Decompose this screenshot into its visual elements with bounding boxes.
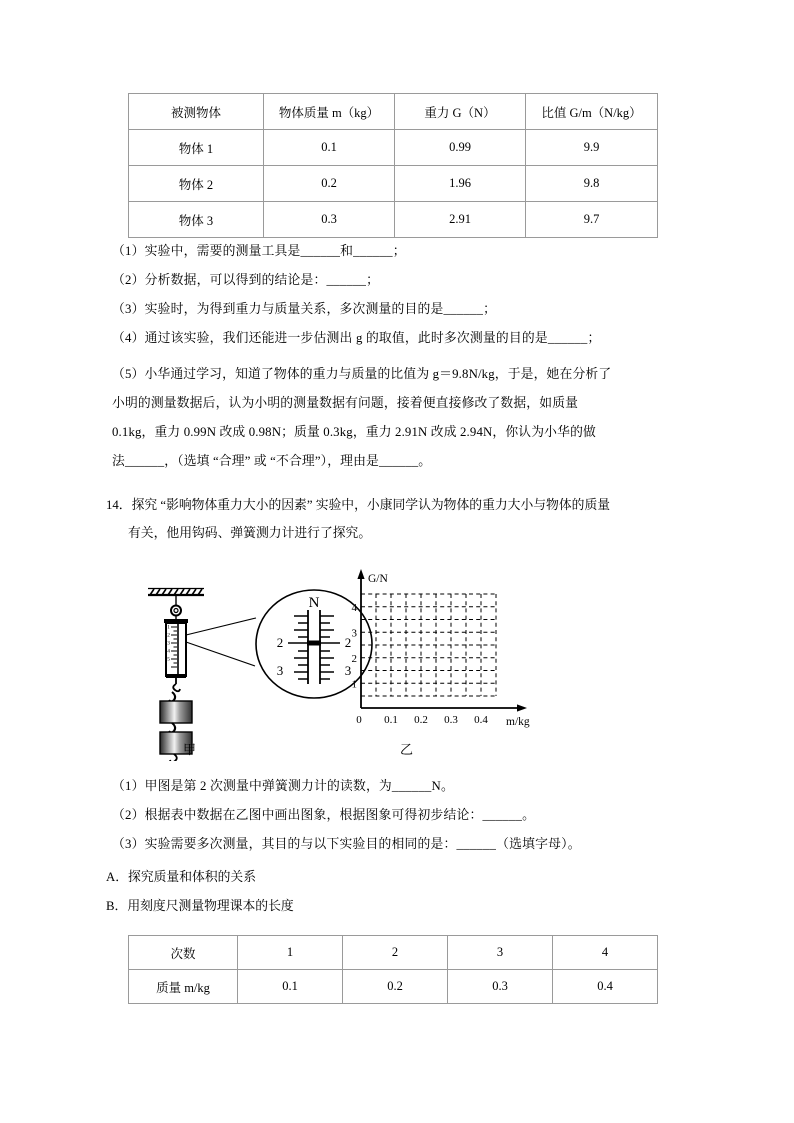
chart-x-tick: 0.4 (474, 714, 488, 726)
chart-y-tick: 1 (351, 678, 357, 691)
table-header-cell: 比值 G/m（N/kg） (526, 94, 658, 130)
q13-item-2: （2）分析数据，可以得到的结论是：______； (112, 273, 380, 287)
table-row (129, 936, 658, 970)
chart-x-tick: 0.1 (384, 714, 398, 726)
magnifier-label-right-2: 2 (344, 635, 352, 650)
q14-item-3: （3）实验需要多次测量，其目的与以下实验目的相同的是：______（选填字母）。 (112, 837, 581, 851)
scale-tick-label: 5 (167, 656, 170, 663)
table-row-label: 质量 m/kg (129, 970, 238, 1004)
table-cell: 9.9 (526, 130, 658, 166)
chart-x-tick: 0.2 (414, 714, 428, 726)
table-cell: 9.8 (526, 166, 658, 202)
chart-y-tick: 3 (351, 627, 357, 640)
spring-scale-apparatus (148, 589, 204, 762)
scale-tick-label: 4 (167, 648, 170, 655)
table-header-cell: 重力 G（N） (395, 94, 526, 130)
experiment-figure (128, 556, 548, 761)
magnifier-unit-label: N (308, 595, 320, 611)
hanging-weight (160, 701, 192, 723)
chart-x-axis-label: m/kg (506, 716, 530, 728)
table-cell: 物体 2 (129, 166, 264, 202)
graph-grid-chart (352, 569, 530, 728)
hanging-ring-icon (171, 606, 181, 616)
q14-item-1: （1）甲图是第 2 次测量中弹簧测力计的读数，为______N。 (112, 779, 454, 793)
magnifier-label-left-3: 3 (276, 663, 284, 678)
q14-stem-line-1 (106, 491, 686, 519)
q13-item-5 (112, 360, 686, 476)
scale-pointer-icon (307, 641, 321, 646)
q13-item-3: （3）实验时，为得到重力与质量关系，多次测量的目的是______； (112, 302, 497, 316)
table-cell: 1.96 (395, 166, 526, 202)
scale-tick-label: 1 (167, 624, 170, 631)
q14-item-2: （2）根据表中数据在乙图中画出图象，根据图象可得初步结论：______。 (112, 808, 536, 822)
chart-y-axis-label: G/N (368, 573, 388, 585)
q13-item-4: （4）通过该实验，我们还能进一步估测出 g 的取值，此时多次测量的目的是______； (112, 331, 601, 345)
q13-item5-line: 小明的测量数据后，认为小明的测量数据有问题，接着便直接修改了数据，如质量 (112, 396, 579, 410)
scale-tick-label: 3 (167, 640, 170, 647)
scale-tick-label: 2 (167, 632, 170, 639)
ceiling-bracket-icon (148, 589, 204, 596)
table-cell: 4 (553, 936, 658, 970)
table-cell: 0.3 (448, 970, 553, 1004)
q14-option-a: A．探究质量和体积的关系 (106, 870, 257, 884)
chart-y-tick: 2 (351, 653, 357, 665)
table-row (129, 166, 658, 202)
table-header-cell: 物体质量 m（kg） (264, 94, 395, 130)
table-header-row (129, 94, 658, 130)
table-cell: 0.2 (343, 970, 448, 1004)
table-cell: 物体 1 (129, 130, 264, 166)
measurement-table-top (128, 93, 658, 238)
table-row (129, 202, 658, 238)
q14-stem-text: 探究 “影响物体重力大小的因素” 实验中，小康同学认为物体的重力大小与物体的质量 (131, 498, 611, 512)
magnifier-label-right-3: 3 (344, 663, 352, 678)
q14-option-b: B．用刻度尺测量物理课本的长度 (106, 899, 294, 913)
measurement-table-bottom (128, 935, 658, 1004)
q14-stem (106, 491, 686, 547)
table-cell: 9.7 (526, 202, 658, 238)
table-cell: 0.3 (264, 202, 395, 238)
table-cell: 0.2 (264, 166, 395, 202)
q13-item5-line: 法______，（选填 “合理” 或 “不合理”），理由是______。 (112, 454, 432, 468)
table-cell: 2 (343, 936, 448, 970)
table-row (129, 130, 658, 166)
magnifier-callout-lines (186, 618, 256, 666)
q13-item5-line: 0.1kg，重力 0.99N 改成 0.98N；质量 0.3kg，重力 2.91N 改成 2.94N，你认为小华的做 (112, 425, 596, 439)
magnifier-label-left-2: 2 (276, 635, 284, 650)
chart-x-tick: 0.3 (444, 714, 458, 726)
table-row-label: 次数 (129, 936, 238, 970)
table-cell: 物体 3 (129, 202, 264, 238)
table-cell: 1 (238, 936, 343, 970)
chart-y-tick: 4 (351, 602, 357, 614)
table-cell: 0.1 (238, 970, 343, 1004)
table-row (129, 970, 658, 1004)
q13-item-1: （1）实验中，需要的测量工具是______和______； (112, 244, 406, 258)
table-cell: 3 (448, 936, 553, 970)
table-cell: 0.1 (264, 130, 395, 166)
table-cell: 0.4 (553, 970, 658, 1004)
q14-number: 14． (106, 498, 132, 512)
q13-item5-line: （5）小华通过学习，知道了物体的重力与质量的比值为 g＝9.8N/kg，于是，她在分析了 (112, 367, 612, 381)
table-cell: 2.91 (395, 202, 526, 238)
chart-x-tick: 0 (356, 714, 362, 726)
figure-label-jia: 甲 (183, 742, 197, 757)
q14-stem-line-2: 有关，他用钩码、弹簧测力计进行了探究。 (128, 526, 372, 540)
table-cell: 0.99 (395, 130, 526, 166)
table-header-cell: 被测物体 (129, 94, 264, 130)
figure-label-yi: 乙 (400, 742, 414, 757)
